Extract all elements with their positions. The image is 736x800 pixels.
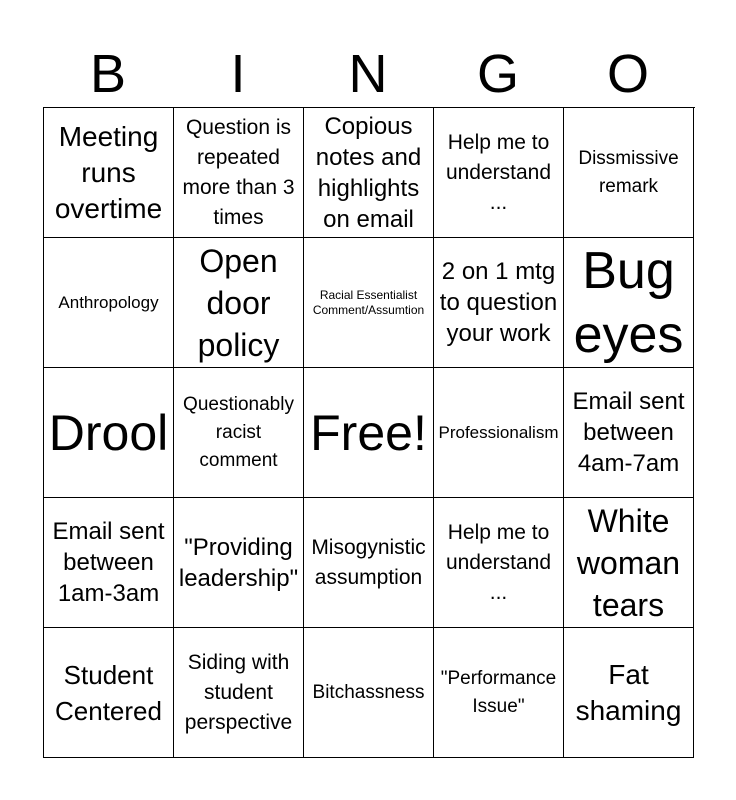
header-letter-b: B — [89, 44, 127, 104]
free-space-text: Free! — [310, 404, 427, 461]
bingo-cell-b4[interactable] — [44, 498, 174, 628]
cell-text: Questionably racist comment — [183, 393, 294, 471]
bingo-cell-o3[interactable] — [564, 368, 694, 498]
cell-text: Fat shaming — [575, 658, 682, 726]
cell-text: Student Centered — [55, 659, 162, 726]
bingo-cell-g1[interactable] — [434, 108, 564, 238]
header-letter-i: I — [230, 44, 246, 104]
header-letter-n: N — [348, 44, 388, 104]
cell-text: Help me to understand ... — [445, 130, 552, 214]
cell-text: Copious notes and highlights on email — [315, 112, 422, 233]
cell-text: Anthropology — [58, 292, 159, 312]
bingo-cell-i2[interactable] — [174, 238, 304, 368]
cell-text: Racial Essentialist Comment/Assumtion — [312, 287, 425, 317]
cell-text: Professionalism — [438, 422, 559, 442]
cell-text: Dissmissive remark — [578, 147, 679, 197]
bingo-cell-o2[interactable] — [564, 238, 694, 368]
bingo-cell-free[interactable] — [304, 368, 434, 498]
cell-text: Drool — [48, 404, 169, 461]
bingo-cell-n4[interactable] — [304, 498, 434, 628]
bingo-cell-n2[interactable] — [304, 238, 434, 368]
bingo-cell-o1[interactable] — [564, 108, 694, 238]
cell-text: 2 on 1 mtg to question your work — [439, 258, 558, 347]
cell-text: Email sent between 4am-7am — [572, 388, 685, 477]
cell-text: White woman tears — [576, 502, 681, 623]
bingo-cell-o5[interactable] — [564, 628, 694, 758]
bingo-cell-o4[interactable] — [564, 498, 694, 628]
cell-text: Siding with student perspective — [184, 650, 293, 734]
bingo-header — [43, 40, 693, 108]
bingo-cell-b1[interactable] — [44, 108, 174, 238]
cell-text: "Performance Issue" — [440, 667, 557, 717]
bingo-cell-i5[interactable] — [174, 628, 304, 758]
bingo-cell-i1[interactable] — [174, 108, 304, 238]
bingo-cell-b2[interactable] — [44, 238, 174, 368]
bingo-cell-g4[interactable] — [434, 498, 564, 628]
cell-text: Bitchassness — [312, 681, 425, 703]
cell-text: Meeting runs overtime — [54, 120, 163, 224]
bingo-cell-i3[interactable] — [174, 368, 304, 498]
cell-text: Help me to understand ... — [445, 520, 552, 604]
cell-text: Misogynistic assumption — [311, 535, 426, 589]
bingo-cell-n5[interactable] — [304, 628, 434, 758]
bingo-cell-i4[interactable] — [174, 498, 304, 628]
bingo-card — [43, 107, 695, 758]
bingo-cell-n1[interactable] — [304, 108, 434, 238]
cell-text: Email sent between 1am-3am — [52, 518, 165, 607]
header-letter-g: G — [476, 44, 519, 104]
bingo-cell-g5[interactable] — [434, 628, 564, 758]
bingo-cell-g2[interactable] — [434, 238, 564, 368]
bingo-cell-b5[interactable] — [44, 628, 174, 758]
cell-text: Bug eyes — [573, 241, 684, 364]
header-letter-o: O — [606, 44, 649, 104]
cell-text: "Providing leadership" — [178, 533, 299, 592]
cell-text: Open door policy — [197, 242, 280, 363]
bingo-cell-g3[interactable] — [434, 368, 564, 498]
bingo-cell-b3[interactable] — [44, 368, 174, 498]
cell-text: Question is repeated more than 3 times — [182, 115, 295, 229]
